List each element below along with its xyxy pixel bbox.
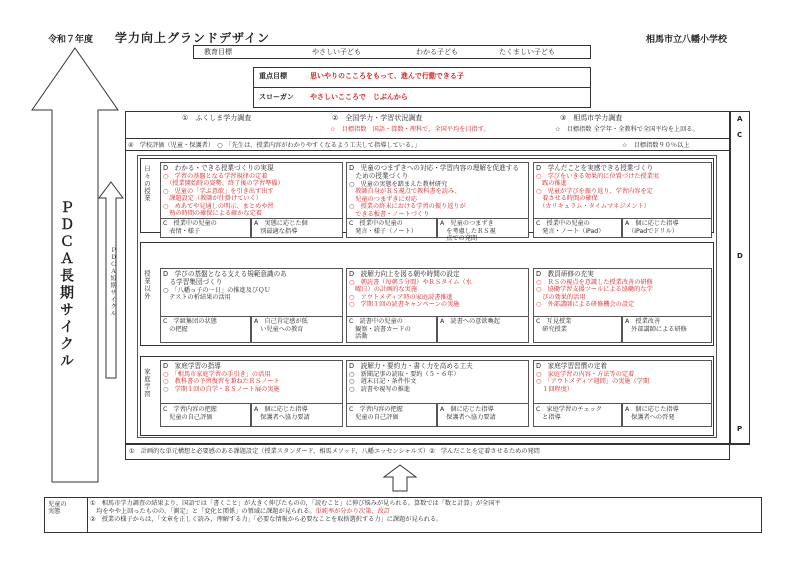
card-a-cell: A 読書への意欲喚起 <box>437 316 529 343</box>
card-c-cell: C 授業中の児童の 発言・ノート（iPad） <box>533 218 622 238</box>
card-items: ○ 学習の基盤となる学習規律の定着 （授業開始時の姿勢、終了後の学習準備） ○ 児童の「学ぶ意欲」を引き出す出す 課題設定（教師が仕掛けていく） ○ めあてや見通しの明示、まとめや習 熟の時間の確保による確かな定着 <box>163 173 284 218</box>
row-label: 日々の授業 <box>143 165 151 202</box>
card-c-cell: C 授業中の児童の 表情・様子 <box>160 218 251 238</box>
status-line-2: 均をやや上回ったものの，「測定」と「変化と関係」の領域に課題が見られる。単純率が分かり次第、改訂 <box>90 508 390 515</box>
survey-national-target: ☆ 目標指数 国語・算数・理科で、全国平均を目指す。 <box>330 126 490 133</box>
card-d-heading: D わかる・できる授業づくりの実現 <box>163 164 274 172</box>
survey-national: ② 全国学力・学習状況調査 <box>332 114 423 122</box>
card-items: ○ 家庭学習の内容・方法等の定着 ○ 「アウトメディア週間」の実施（学期 １回程度） <box>536 371 650 393</box>
status-line-1: ① 相馬市学力調査の結果より，国語では「書くこと」が大きく伸びたものの，「読むこと」に伸び悩みが見られる。算数では「数と計算」が全国平 <box>90 500 501 507</box>
year-label: 令和７年度 <box>48 35 94 45</box>
education-goal-item: わかる子ども <box>416 48 458 56</box>
side-letter-c: C <box>737 131 743 139</box>
card-d-heading: D 学びの基盤となる支える規範意識のあ る学習集団づくり <box>163 270 287 286</box>
card-c-cell: C 学習内容の把握 児童の自己評価 <box>346 403 437 427</box>
education-goal-item: たくましい子ども <box>499 48 555 56</box>
row-label: 授業以外 <box>143 270 151 300</box>
card-a-cell: A 個に応じた指導 保護者への啓発 <box>622 403 712 427</box>
education-goal-label: 教育目標 <box>204 48 232 56</box>
card-c-cell: C 学級集団の状態 の把握 <box>160 316 251 343</box>
card <box>533 268 712 318</box>
survey-fukushima-target: ☆ 目標指数９０％以上 <box>622 142 690 149</box>
school-name: 相馬市立八幡小学校 <box>646 35 728 45</box>
card-items: ○ 児童の実態を踏まえた教材研究 教師自身がＲＳ視点で教科書を読み、 児童のつまずきに対応 ○ 授業の終末における学習の振り返りが できる板書・ノートづくり <box>349 181 466 218</box>
card-a-cell: A 実態に応じた個 別最適な指導 <box>251 218 343 238</box>
card-a-cell: A 個に応じた指導 （iPadでドリル） <box>622 218 712 238</box>
card-a-cell: A 個に応じた指導 保護者へ協力要請 <box>437 403 529 427</box>
card-c-cell: C 読書中の児童の 観察・読書カードの 活動 <box>346 316 437 343</box>
card <box>160 268 343 318</box>
card-a-cell: A 児童のつまずき を考慮したＲＳ視 点での発問 <box>437 218 529 238</box>
slogan-label: スローガン <box>259 93 294 101</box>
card-a-cell: A 自己肯定感が低 い児童への教育 <box>251 316 343 343</box>
row-label: 家庭学習 <box>143 368 151 398</box>
card-c-cell: C 家庭学習のチェック と指導 <box>533 403 622 427</box>
focus-goal-text: 思いやりのこころをもって、進んで行動できる子 <box>310 72 464 80</box>
side-letter-d: D <box>737 252 743 260</box>
card-c-cell: C 学習内容の把握 児童の自己評価 <box>160 403 251 427</box>
card-items: ○ ＲＳの視点を意識した授業改善の研修 ○ 協働学習支援ツールによる協働的な学 びの効果的活用 ○ 外部講師による研修機会の設定 <box>536 279 653 309</box>
side-letter-p: P <box>737 425 743 433</box>
survey-soma-target: ☆ 目標指数 全学年・全教科で全国平均を上回る。 <box>555 126 699 133</box>
card <box>533 360 712 404</box>
survey-soma: ③ 相馬市学力調査 <box>560 114 623 122</box>
education-goal-item: やさしい子ども <box>312 48 361 56</box>
focus-goal-box <box>253 67 591 108</box>
card-d-heading: D 家庭学習習慣の定着 <box>536 362 608 370</box>
card-d-heading: D 教員研修の充実 <box>536 270 594 278</box>
up-arrow <box>382 463 418 493</box>
card-a-cell: A 授業改善 外部講師による研修 <box>622 316 712 343</box>
card <box>346 360 529 404</box>
card-d-heading: D 読解力・要約力・書く力を高める工夫 <box>349 362 473 370</box>
card-d-heading: D 読解力向上を図る朝や時間の設定 <box>349 270 460 278</box>
card-items: ○ 新聞記事の読取・要約（５・６年） ○ 週末日記・条件作文 ○ 読書や視写の推進 <box>349 371 460 393</box>
pdca-short-label: ＰＤＣＡ短期サイクル <box>109 247 116 317</box>
side-letter-column <box>730 111 750 445</box>
card-c-cell: C 互見授業 研究授業 <box>533 316 622 343</box>
card <box>160 360 343 404</box>
card-c-cell: C 授業中の児童の 発言・様子（ノート） <box>346 218 437 238</box>
card-items: ○ 学びをいきる効果的に位置づけた授業実 践の推進 ○ 児童が学びを振り返り、学習内容を定 着させる時間の確保 （カリキュラム・タイムマネジメント） <box>536 173 659 210</box>
card-items: ○ 「相馬市家庭学習の手引き」の活用 ○ 教科書の予習復習を兼ねたＲＳノート ○ 学期１回の自学・ＲＳノート展の実施 <box>163 371 280 393</box>
card-a-cell: A 個に応じた指導 保護者へ協力要請 <box>251 403 343 427</box>
pdca-long-label: ＰＤＣＡ長期サイクル <box>58 200 74 370</box>
student-status-label: 児童の 実態 <box>48 501 67 516</box>
card-d-heading: D 学んだことを実感できる授業づくり <box>536 164 654 172</box>
focus-goal-label: 重点目標 <box>259 72 287 80</box>
survey-fukushima: ① ふくしま学力調査 <box>182 114 252 122</box>
card-items: ○ 朝読書（毎朝５分間）やＲＳタイム（水 曜日）の計画的な実施 ○ アウトメディア時の家庭読書推進 ○ 学期１回の読書キャンペーンの実施 <box>349 279 472 309</box>
card-d-heading: D 児童のつまずきへの対応・学習内容の理解を促進する ための授業づくり <box>349 164 519 180</box>
school-evaluation: ④ 学校評価（児童・保護者） ○ 「先生は、授業内容がわかりやすくなるよう工夫して指導している。」 <box>128 142 421 149</box>
status-line-3: ② 授業の様子からは，「文章を正しく読み，理解する力」「必要な情報から必要なことを取捨選択する力」に課題が見られる。 <box>90 516 443 523</box>
slogan-text: やさしいこころで じぶんから <box>310 93 408 101</box>
card <box>346 268 529 318</box>
side-letter-a: A <box>737 115 743 123</box>
plan-row-text: ① 計画的な単元構想と必要感のある課題設定（授業スタンダード，相馬メソッド，八幡エッセンシャルズ）② 学んだことを定着させるための発問 <box>129 448 540 455</box>
card-items: ○ 「八幡っ子の一日」の推進及びＱＵ テストの析結果の活用 <box>163 287 271 302</box>
page-title: 学力向上グランドデザイン <box>115 31 271 45</box>
education-goal-box <box>193 45 591 59</box>
card-d-heading: D 家庭学習の指導 <box>163 362 221 370</box>
